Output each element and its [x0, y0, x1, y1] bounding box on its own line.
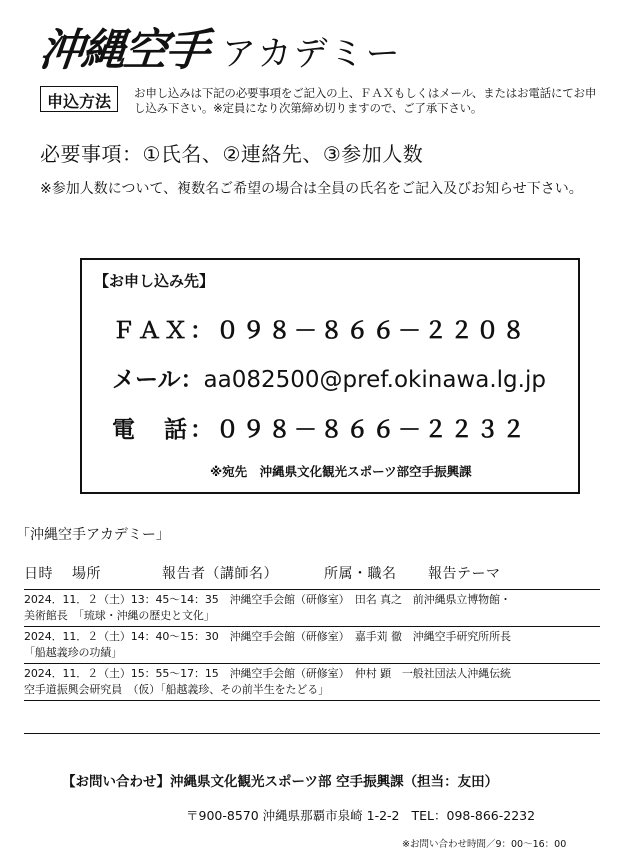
inquiry-hours: ※お問い合わせ時間／9：00～16：00 [402, 839, 567, 850]
email-address[interactable]: aa082500@pref.okinawa.lg.jp [203, 367, 546, 393]
header-date: 日時 [24, 566, 53, 582]
schedule-row-line: 美術館長 「琉球・沖縄の歴史と文化」 [24, 609, 215, 622]
required-item-count: ③参加人数 [322, 142, 424, 166]
inquiry-label: 【お問い合わせ】沖縄県文化観光スポーツ部 空手振興課（担当：友田） [62, 774, 499, 790]
header-theme: 報告テーマ [428, 566, 501, 582]
schedule-row-line: 「船越義珍の功績」 [24, 646, 123, 659]
schedule-row-line: 2024．11．２（土）13：45～14：35 沖縄空手会館（研修室） 田名 真之 前沖縄県立博物館・ [24, 593, 511, 606]
email-label: メール： [112, 367, 204, 393]
section-divider [24, 733, 600, 734]
schedule-title: 「沖縄空手アカデミー」 [16, 527, 170, 543]
header-affiliation: 所属・職名 [324, 566, 397, 582]
email-line [112, 361, 546, 394]
schedule-row [24, 590, 600, 627]
schedule-row [24, 627, 600, 664]
title-brush-text: 沖縄空手 [36, 25, 211, 76]
required-item-contact: ②連絡先、 [222, 142, 323, 166]
phone-number: 電 話：０９８－８６６－２２３２ [112, 417, 528, 443]
inquiry-address-line [186, 806, 535, 824]
title-text: アカデミー [222, 34, 402, 74]
schedule-row-line: 2024．11．２（土）14：40～15：30 沖縄空手会館（研修室） 嘉手苅 徹 沖縄空手研究所所長 [24, 630, 511, 643]
required-label: 必要事項： [40, 142, 143, 166]
page-header [36, 18, 402, 78]
schedule-table [24, 589, 600, 701]
required-item-name: ①氏名、 [142, 142, 223, 166]
inquiry-phone: TEL：098-866-2232 [411, 808, 536, 823]
schedule-row-line: 空手道振興会研究員 （仮）「船越義珍、その前半生をたどる」 [24, 683, 330, 696]
apply-method-section [40, 86, 600, 116]
schedule-row-line: 2024．11．２（土）15：55～17：15 沖縄空手会館（研修室） 仲村 顕 一般社団法人沖縄伝統 [24, 667, 511, 680]
apply-method-text: お申し込みは下記の必要事項をご記入の上、ＦＡＸもしくはメール、またはお電話にてお申し込み下さい。※定員になり次第締め切りますので、ご了承下さい。 [134, 86, 597, 115]
participant-note: ※参加人数について、複数名ご希望の場合は全員の氏名をご記入及びお知らせ下さい。 [40, 181, 583, 197]
apply-method-label: 申込方法 [40, 86, 118, 112]
postal-address: 〒900-8570 沖縄県那覇市泉崎 1-2-2 [186, 808, 400, 823]
header-place: 場所 [72, 566, 101, 582]
destination-note: ※宛先 沖縄県文化観光スポーツ部空手振興課 [210, 464, 472, 479]
fax-number: ＦＡＸ：０９８－８６６－２２０８ [112, 318, 528, 344]
schedule-header [24, 563, 528, 583]
header-reporter: 報告者（講師名） [162, 566, 278, 582]
required-items [40, 138, 423, 167]
schedule-row [24, 664, 600, 701]
application-contact-box [80, 258, 580, 494]
contact-box-title: 【お申し込み先】 [94, 272, 215, 290]
